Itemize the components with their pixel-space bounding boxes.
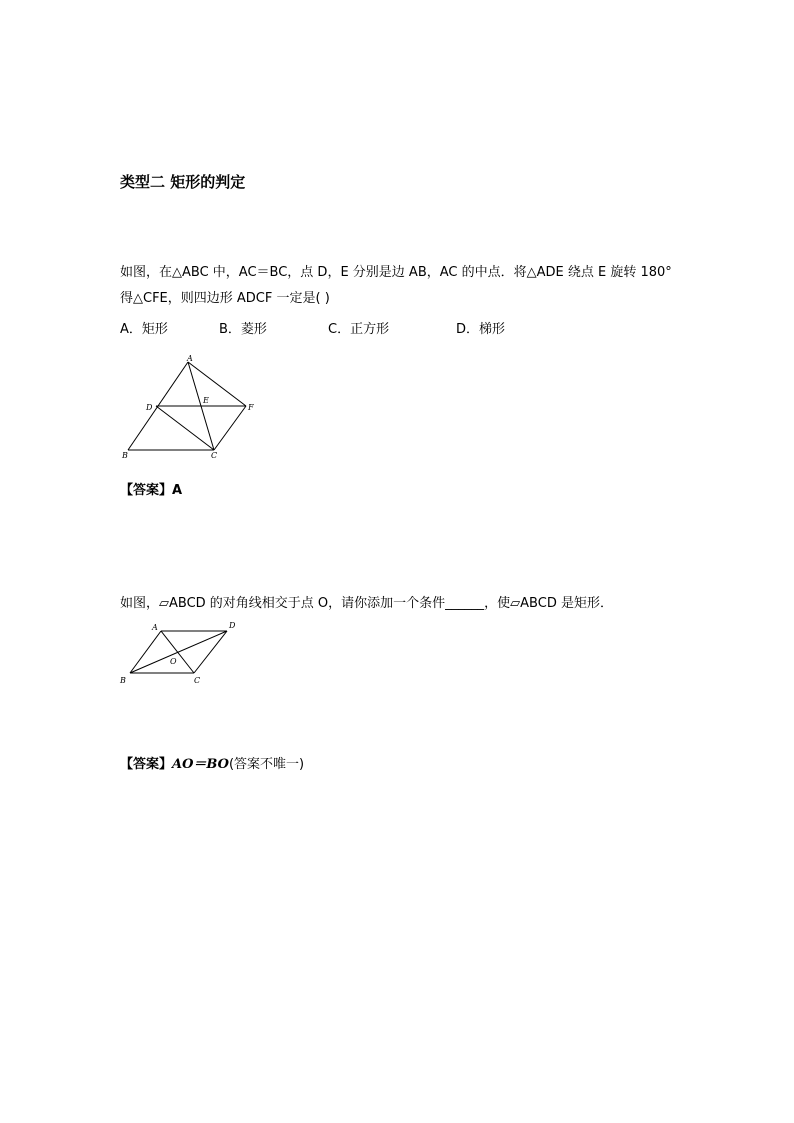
answer-note: (答案不唯一)	[228, 757, 305, 772]
answer-label: 【答案】	[120, 483, 173, 498]
label-e: E	[203, 396, 209, 405]
q1-text-line2: 得△CFE，则四边形 ADCF 一定是( )	[120, 291, 330, 306]
q1-option-c: C．正方形	[328, 322, 390, 337]
label-a: A	[187, 354, 193, 363]
q1-answer	[120, 479, 182, 498]
label-b: B	[120, 676, 126, 685]
label-c: C	[211, 451, 218, 460]
q1-figure	[118, 352, 268, 462]
label-b: B	[122, 451, 128, 460]
label-c: C	[194, 676, 201, 685]
q2-text-line1: 如图，▱ABCD 的对角线相交于点 O，请你添加一个条件______，使▱ABCD 是矩形．	[120, 596, 613, 611]
label-a: A	[152, 623, 158, 632]
label-d: D	[146, 403, 153, 412]
q1-option-d: D．梯形	[456, 322, 506, 337]
diagonal-bd	[130, 631, 227, 673]
q1-text-line1: 如图，在△ABC 中，AC＝BC，点 D，E 分别是边 AB，AC 的中点．将△ADE 绕点 E 旋转 180°	[120, 265, 672, 280]
label-f: F	[248, 403, 254, 412]
q1-option-a: A．矩形	[120, 322, 168, 337]
answer-value: AO＝BO	[172, 757, 229, 772]
answer-label: 【答案】	[120, 757, 173, 772]
q1-option-b: B．菱形	[219, 322, 267, 337]
label-o: O	[170, 657, 177, 666]
q2-figure	[118, 617, 243, 689]
segment-cf	[214, 406, 246, 450]
answer-value: A	[172, 483, 183, 498]
segment-dc	[194, 631, 227, 673]
section-title: 类型二 矩形的判定	[120, 173, 246, 191]
label-d: D	[229, 621, 236, 630]
segment-af	[188, 362, 246, 406]
segment-dc	[156, 406, 214, 450]
q2-answer	[120, 753, 304, 772]
